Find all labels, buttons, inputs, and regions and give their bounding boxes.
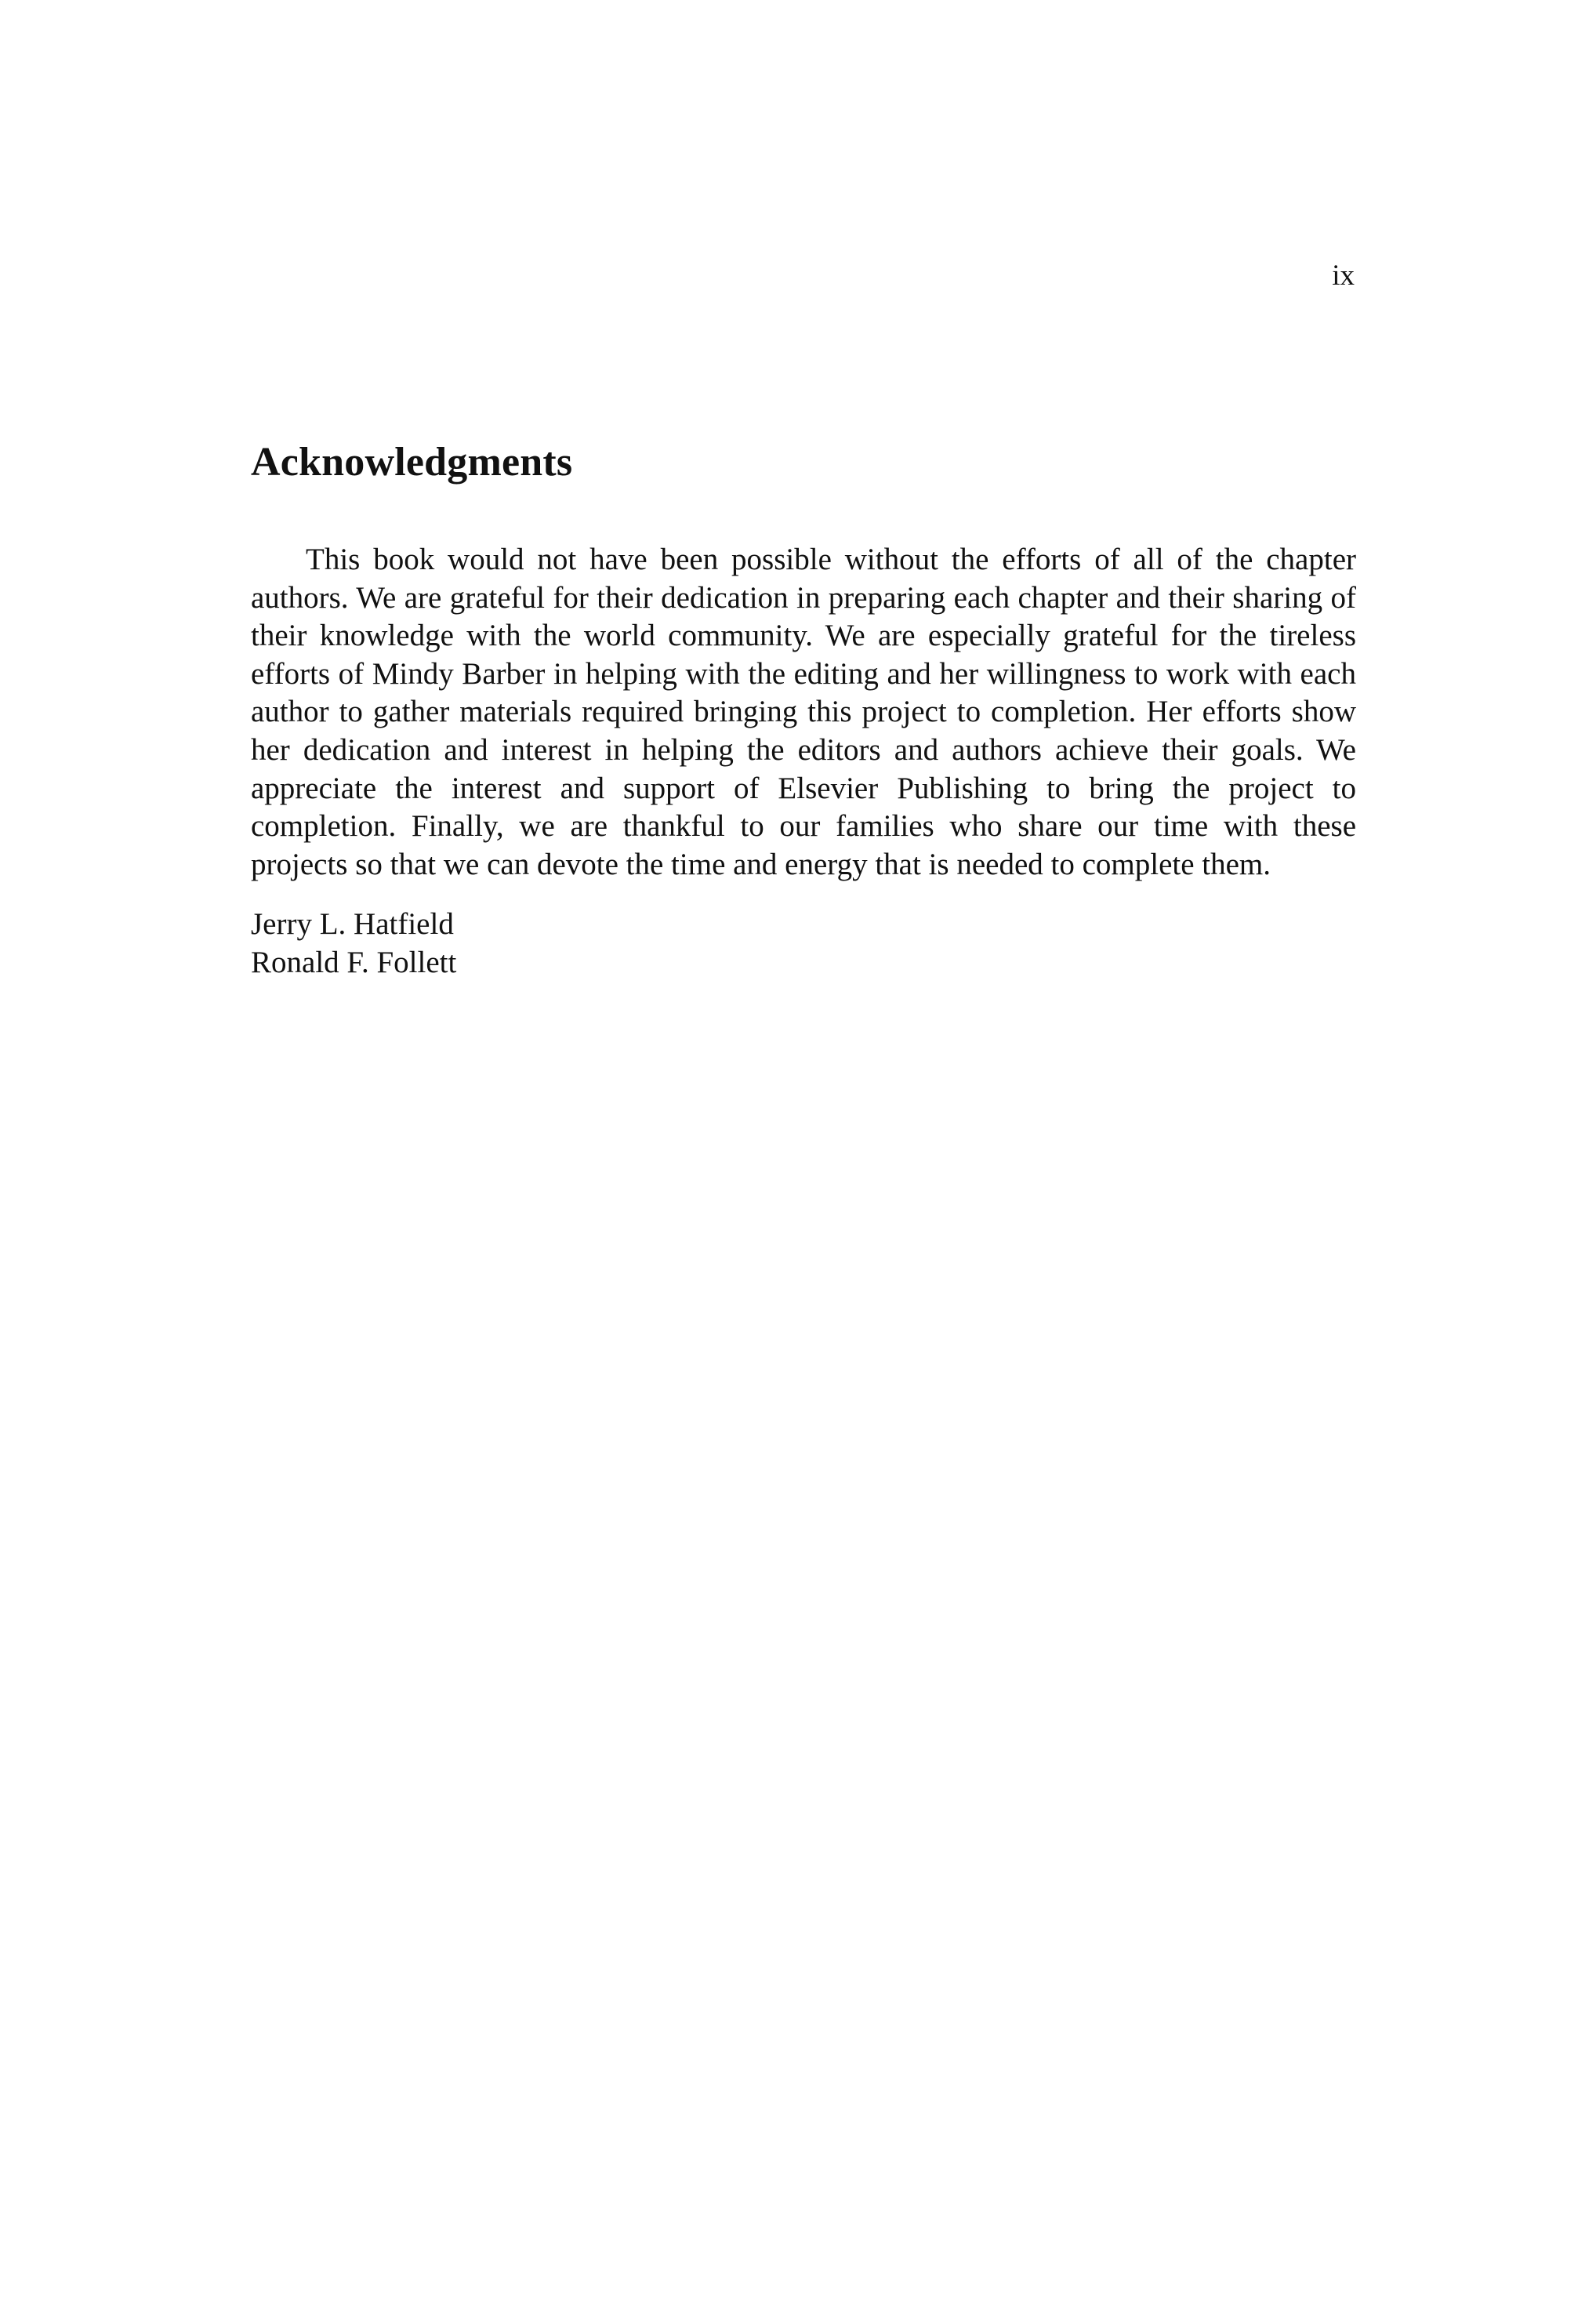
acknowledgments-section xyxy=(251,439,1356,982)
signatures xyxy=(251,906,1356,982)
page-number: ix xyxy=(1332,260,1355,292)
signatory-1: Jerry L. Hatfield xyxy=(251,907,454,942)
signatory-2: Ronald F. Follett xyxy=(251,945,457,979)
acknowledgments-paragraph: This book would not have been possible without the efforts of all of the chapter authors. We are grateful for their dedication in preparing each chapter and their sharing of their knowledge with the world community. We are especially grateful for the tireless efforts of Mindy Barber in helping with the editing and her willingness to work with each author to gather materials required bringing this project to completion. Her efforts show her dedication and interest in helping the editors and authors achieve their goals. We appreciate the interest and support of Elsevier Publishing to bring the project to completion. Finally, we are thankful to our families who share our time with these projects so that we can devote the time and energy that is needed to complete them. xyxy=(251,543,1356,881)
section-title: Acknowledgments xyxy=(251,440,573,485)
